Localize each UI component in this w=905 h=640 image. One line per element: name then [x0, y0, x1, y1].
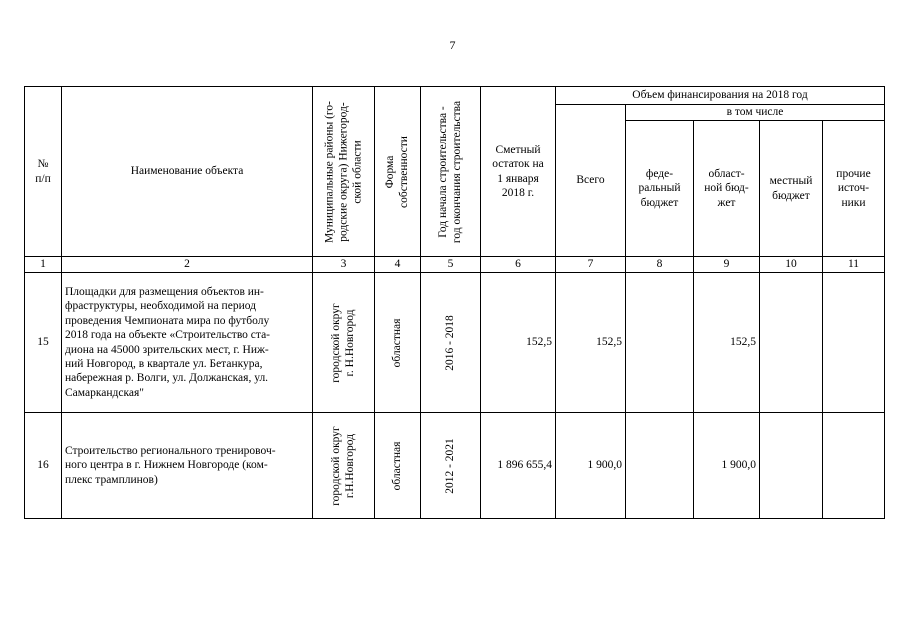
col-index-7: 7: [556, 257, 626, 273]
page-number: 7: [449, 38, 456, 52]
row-ownership: [375, 273, 421, 413]
row-regional: 152,5: [694, 273, 760, 413]
column-index-row: [25, 257, 885, 273]
row-regional: 1 900,0: [694, 413, 760, 519]
row-local: [760, 413, 823, 519]
row-years-text: 2012 - 2021: [443, 437, 456, 494]
col-index-6: 6: [481, 257, 556, 273]
header-estimate: Сметный остаток на 1 января 2018 г.: [481, 87, 556, 257]
col-index-1: 1: [25, 257, 62, 273]
row-total: 152,5: [556, 273, 626, 413]
col-index-11: 11: [823, 257, 885, 273]
col-index-4: 4: [375, 257, 421, 273]
row-object-name: Строительство регионального тренировоч- ного центра в г. Нижнем Новгороде (ком- плекс трамплинов): [62, 413, 313, 519]
header-federal: феде- ральный бюджет: [626, 121, 694, 257]
row-years: [421, 273, 481, 413]
header-other: прочие источ- ники: [823, 121, 885, 257]
row-municipal-text: городской округ г. Н.Новгород: [329, 302, 356, 383]
row-num: 16: [25, 413, 62, 519]
row-other: [823, 413, 885, 519]
row-other: [823, 273, 885, 413]
row-federal: [626, 273, 694, 413]
row-municipal: [313, 413, 375, 519]
col-index-5: 5: [421, 257, 481, 273]
header-regional: област- ной бюд- жет: [694, 121, 760, 257]
financing-table: [24, 86, 885, 519]
row-ownership: [375, 413, 421, 519]
header-num: № п/п: [25, 87, 62, 257]
header-object-name: Наименование объекта: [62, 87, 313, 257]
row-years: [421, 413, 481, 519]
col-index-3: 3: [313, 257, 375, 273]
table-row: [25, 273, 885, 413]
row-estimate: 152,5: [481, 273, 556, 413]
col-index-9: 9: [694, 257, 760, 273]
header-ownership-text: Форма собственности: [383, 135, 410, 208]
header-years: [421, 87, 481, 257]
row-estimate: 1 896 655,4: [481, 413, 556, 519]
row-municipal: [313, 273, 375, 413]
row-federal: [626, 413, 694, 519]
row-local: [760, 273, 823, 413]
col-index-2: 2: [62, 257, 313, 273]
row-total: 1 900,0: [556, 413, 626, 519]
table-row: [25, 413, 885, 519]
header-including: в том числе: [626, 105, 885, 121]
header-total: Всего: [556, 105, 626, 257]
header-financing-title: Объем финансирования на 2018 год: [556, 87, 885, 105]
row-ownership-text: областная: [390, 318, 403, 367]
header-ownership: [375, 87, 421, 257]
header-local: местный бюджет: [760, 121, 823, 257]
header-municipal-text: Муниципальные районы (го- родские округа) Нижегород- ской области: [322, 100, 363, 243]
header-row-1: [25, 87, 885, 105]
row-years-text: 2016 - 2018: [443, 314, 456, 371]
row-ownership-text: областная: [390, 441, 403, 490]
row-object-name: Площадки для размещения объектов ин- фраструктуры, необходимой на период проведения Чемпионата мира по футболу 2018 года на объекте «Строительство ста- диона на 45000 зрительских мест, г. Ниж- ний Новгород, в квартале ул. Бетанкура, набережная р. Волги, ул. Должанская, ул. Самаркандская": [62, 273, 313, 413]
header-municipal: [313, 87, 375, 257]
row-municipal-text: городской округ г.Н.Новгород: [329, 425, 356, 506]
row-num: 15: [25, 273, 62, 413]
header-years-text: Год начала строительства - год окончания строительства: [436, 100, 463, 243]
col-index-10: 10: [760, 257, 823, 273]
col-index-8: 8: [626, 257, 694, 273]
